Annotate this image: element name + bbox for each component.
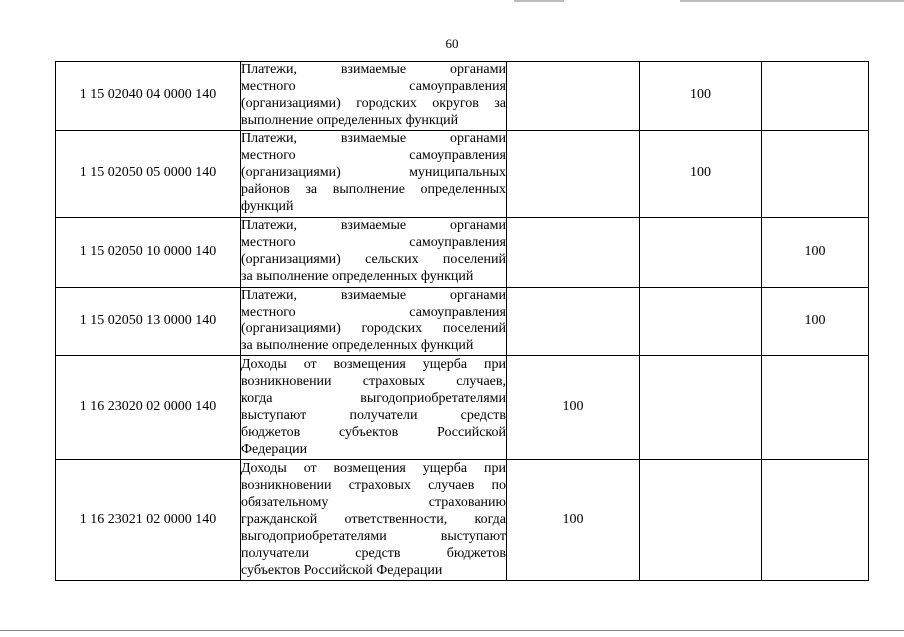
revenue-code-cell: 1 15 02050 13 0000 140	[56, 287, 241, 356]
scan-edge-top-1	[514, 0, 564, 2]
table-row	[56, 356, 869, 460]
norm-percent-cell-2: 100	[640, 62, 762, 131]
revenue-name-line: Доходы от возмещения ущерба при	[241, 461, 506, 477]
revenue-code-cell: 1 15 02040 04 0000 140	[56, 62, 241, 131]
revenue-name-line: получатели средств бюджетов	[241, 545, 506, 561]
norm-percent-cell-1: 100	[507, 460, 640, 581]
norm-percent-cell-3	[762, 460, 869, 581]
revenue-name-line: Доходы от возмещения ущерба при	[241, 357, 506, 373]
revenue-name-line: (организациями) сельских поселений	[241, 252, 506, 268]
norm-percent-cell-2	[640, 460, 762, 581]
norm-percent-cell-2	[640, 356, 762, 460]
table-row	[56, 130, 869, 217]
revenue-code-cell: 1 15 02050 10 0000 140	[56, 217, 241, 287]
revenue-name-cell	[241, 130, 507, 217]
table-row	[56, 62, 869, 131]
revenue-name-line: возникновении страховых случаев по	[241, 477, 506, 493]
norm-percent-cell-3: 100	[762, 287, 869, 356]
revenue-name-line: функций	[241, 198, 294, 214]
norm-percent-cell-2	[640, 217, 762, 287]
revenue-name-line: за выполнение определенных функций	[241, 269, 474, 285]
revenue-code-cell: 1 16 23020 02 0000 140	[56, 356, 241, 460]
revenue-name-line: местного самоуправления	[241, 78, 506, 94]
revenue-name-line: выполнение определенных функций	[241, 112, 459, 128]
revenue-name-line: Платежи, взимаемые органами	[241, 218, 506, 234]
norm-percent-cell-2: 100	[640, 130, 762, 217]
revenue-name-cell	[241, 460, 507, 581]
norm-percent-cell-1	[507, 217, 640, 287]
revenue-name-line: Платежи, взимаемые органами	[241, 287, 506, 303]
scan-edge-top-2	[680, 0, 904, 2]
revenue-name-line: обязательному страхованию	[241, 494, 506, 510]
revenue-name-line: Платежи, взимаемые органами	[241, 62, 506, 77]
revenue-name-cell	[241, 356, 507, 460]
revenue-name-line: (организациями) городских округов за	[241, 95, 506, 111]
norm-percent-cell-3	[762, 130, 869, 217]
revenue-name-line: выступают получатели средств	[241, 407, 506, 423]
revenue-name-cell	[241, 62, 507, 131]
norm-percent-cell-3	[762, 62, 869, 131]
norm-percent-cell-1	[507, 62, 640, 131]
revenue-name-line: субъектов Российской Федерации	[241, 562, 443, 578]
revenue-name-line: местного самоуправления	[241, 304, 506, 320]
budget-revenue-table	[55, 61, 869, 581]
revenue-name-line: Федерации	[241, 441, 308, 457]
table-row	[56, 287, 869, 356]
revenue-name-cell	[241, 217, 507, 287]
norm-percent-cell-1	[507, 130, 640, 217]
norm-percent-cell-1	[507, 287, 640, 356]
revenue-code-cell: 1 15 02050 05 0000 140	[56, 130, 241, 217]
revenue-name-line: выгодоприобретателями выступают	[241, 528, 506, 544]
revenue-code-cell: 1 16 23021 02 0000 140	[56, 460, 241, 581]
revenue-name-line: гражданской ответственности, когда	[241, 511, 506, 527]
norm-percent-cell-3	[762, 356, 869, 460]
revenue-name-line: (организациями) муниципальных	[241, 165, 506, 181]
revenue-name-line: районов за выполнение определенных	[241, 182, 506, 198]
revenue-name-line: бюджетов субъектов Российской	[241, 424, 506, 440]
revenue-name-cell	[241, 287, 507, 356]
revenue-name-line: возникновении страховых случаев,	[241, 373, 506, 389]
table-row	[56, 217, 869, 287]
table-row	[56, 460, 869, 581]
revenue-name-line: когда выгодоприобретателями	[241, 390, 506, 406]
page-number: 60	[445, 36, 459, 51]
revenue-name-line: (организациями) городских поселений	[241, 321, 506, 337]
scan-edge-bottom	[0, 630, 904, 631]
revenue-name-line: местного самоуправления	[241, 235, 506, 251]
revenue-name-line: Платежи, взимаемые органами	[241, 131, 506, 147]
norm-percent-cell-2	[640, 287, 762, 356]
norm-percent-cell-1: 100	[507, 356, 640, 460]
revenue-name-line: за выполнение определенных функций	[241, 338, 474, 354]
revenue-name-line: местного самоуправления	[241, 148, 506, 164]
norm-percent-cell-3: 100	[762, 217, 869, 287]
